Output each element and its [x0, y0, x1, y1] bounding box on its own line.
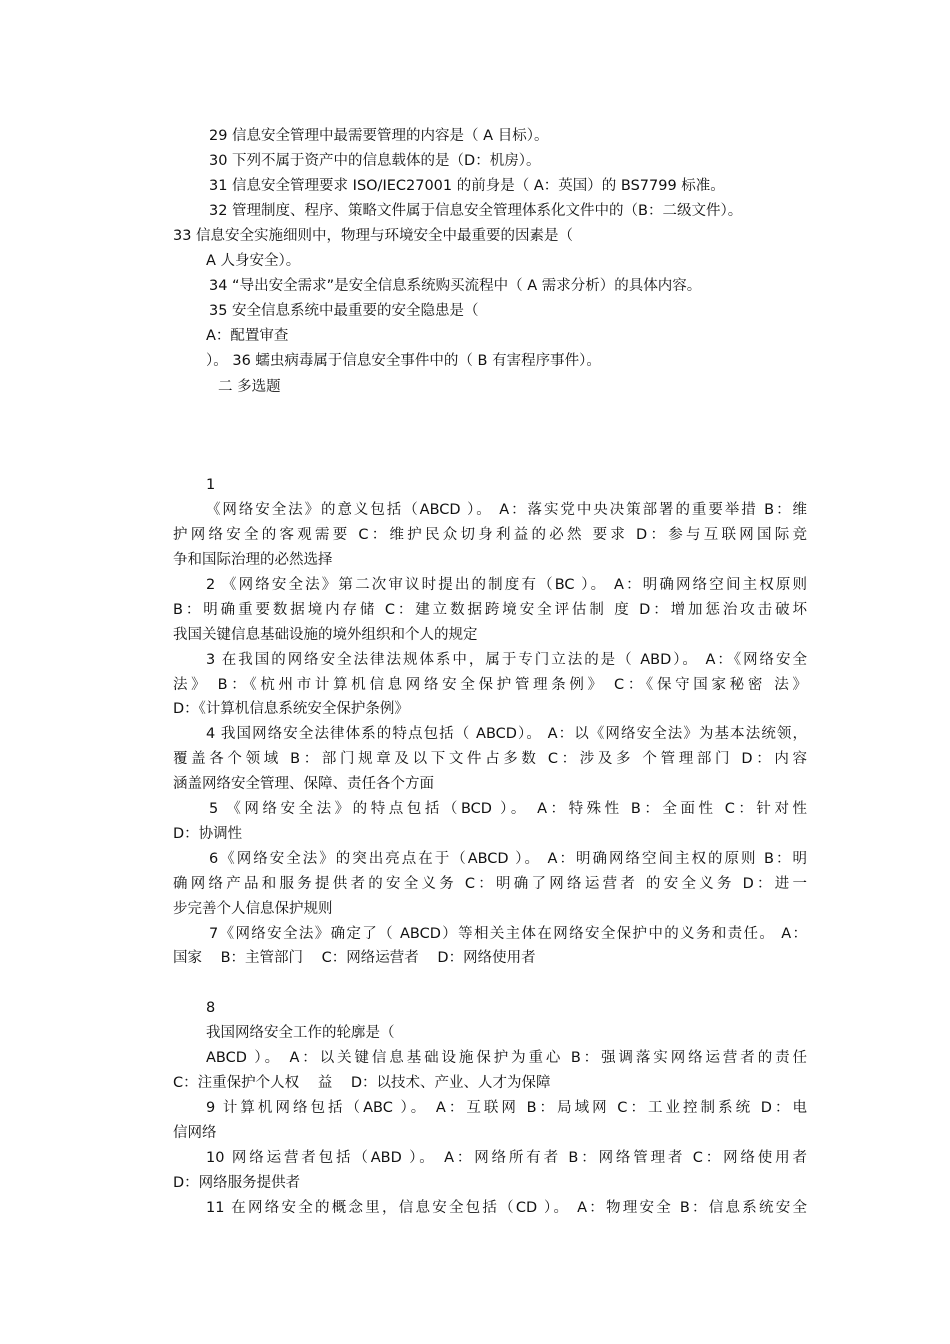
mc-question-9-line-2: 信网络	[173, 1125, 217, 1141]
question-32: 32 管理制度、程序、策略文件属于信息安全管理体系化文件中的（B：二级文件）。	[209, 203, 743, 219]
question-33-line-2: A 人身安全）。	[206, 253, 301, 269]
mc-question-2-line-1: 2 《网络安全法》第二次审议时提出的制度有（BC ）。 A：明确网络空间主权原则	[206, 577, 807, 593]
mc-question-8-line-3: C：注重保护个人权 益 D：以技术、产业、人才为保障	[173, 1075, 551, 1091]
mc-question-6-line-1: 6《网络安全法》的突出亮点在于（ABCD ）。 A：明确网络空间主权的原则 B：明	[209, 851, 807, 867]
mc-question-10-line-1: 10 网络运营者包括（ABD ）。 A：网络所有者 B：网络管理者 C：网络使用者	[206, 1150, 807, 1166]
mc-question-8-number: 8	[206, 1000, 216, 1016]
mc-question-3-line-1: 3 在我国的网络安全法律法规体系中，属于专门立法的是（ ABD）。 A：《网络安全	[206, 652, 807, 668]
mc-question-5-line-1: 5 《网络安全法》的特点包括（BCD ）。 A：特殊性 B：全面性 C：针对性	[209, 801, 807, 817]
mc-question-11-line-1: 11 在网络安全的概念里，信息安全包括（CD ）。 A：物理安全 B：信息系统安全	[206, 1200, 807, 1216]
mc-question-2-line-3: 我国关键信息基础设施的境外组织和个人的规定	[173, 627, 478, 643]
mc-question-6-line-3: 步完善个人信息保护规则	[173, 901, 333, 917]
question-35-36-line: ）。 36 蠕虫病毒属于信息安全事件中的（ B 有害程序事件）。	[206, 353, 601, 369]
question-33-line-1: 33 信息安全实施细则中，物理与环境安全中最重要的因素是（	[173, 228, 574, 244]
question-31: 31 信息安全管理要求 ISO/IEC27001 的前身是（ A：英国）的 BS7799 标准。	[209, 178, 725, 194]
mc-question-3-line-2: 法》 B：《杭州市计算机信息网络安全保护管理条例》 C：《保守国家秘密 法》	[173, 677, 807, 693]
mc-question-9-line-1: 9 计算机网络包括（ABC ）。 A：互联网 B：局域网 C：工业控制系统 D：电	[206, 1100, 807, 1116]
mc-question-3-line-3: D：《计算机信息系统安全保护条例》	[173, 701, 409, 717]
question-29: 29 信息安全管理中最需要管理的内容是（ A 目标）。	[209, 128, 549, 144]
mc-question-7-line-2: 国家 B：主管部门 C：网络运营者 D：网络使用者	[173, 950, 536, 966]
mc-question-2-line-2: B：明确重要数据境内存储 C：建立数据跨境安全评估制 度 D：增加惩治攻击破坏	[173, 602, 807, 618]
mc-question-4-line-3: 涵盖网络安全管理、保障、责任各个方面	[173, 776, 434, 792]
question-35-line-2: A：配置审查	[206, 328, 289, 344]
mc-question-4-line-2: 覆盖各个领域 B：部门规章及以下文件占多数 C：涉及多 个管理部门 D：内容	[173, 751, 807, 767]
question-35-line-1: 35 安全信息系统中最重要的安全隐患是（	[209, 303, 479, 319]
question-34: 34 “导出安全需求”是安全信息系统购买流程中（ A 需求分析）的具体内容。	[209, 278, 702, 294]
question-30: 30 下列不属于资产中的信息载体的是（D：机房）。	[209, 153, 541, 169]
mc-question-1-number: 1	[206, 477, 216, 493]
mc-question-1-line-3: 争和国际治理的必然选择	[173, 552, 333, 568]
mc-question-7-line-1: 7《网络安全法》确定了（ ABCD）等相关主体在网络安全保护中的义务和责任。 A：	[209, 926, 807, 942]
mc-question-5-line-2: D：协调性	[173, 826, 243, 842]
mc-question-8-line-2: ABCD ）。 A：以关键信息基础设施保护为重心 B：强调落实网络运营者的责任	[206, 1050, 807, 1066]
mc-question-10-line-2: D：网络服务提供者	[173, 1175, 301, 1191]
mc-question-4-line-1: 4 我国网络安全法律体系的特点包括（ ABCD）。 A：以《网络安全法》为基本法统领，	[206, 726, 807, 742]
mc-question-6-line-2: 确网络产品和服务提供者的安全义务 C：明确了网络运营者 的安全义务 D：进一	[173, 876, 807, 892]
mc-question-1-line-1: 《网络安全法》的意义包括（ABCD ）。 A：落实党中央决策部署的重要举措 B：维	[206, 502, 807, 518]
mc-question-8-line-1: 我国网络安全工作的轮廓是（	[206, 1025, 395, 1041]
section-heading: 二 多选题	[218, 379, 281, 395]
mc-question-1-line-2: 护网络安全的客观需要 C：维护民众切身利益的必然 要求 D：参与互联网国际竞	[173, 527, 807, 543]
